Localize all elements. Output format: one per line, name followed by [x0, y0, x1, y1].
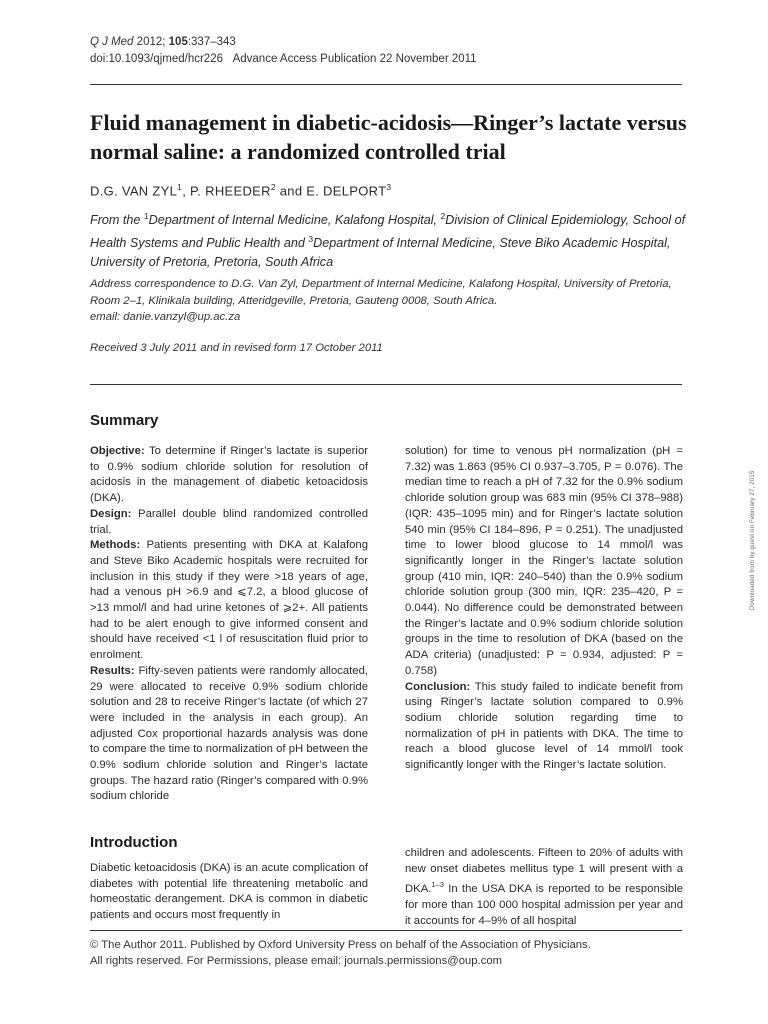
author-affiliation-mark: 1	[177, 182, 183, 192]
author-affiliation-mark: 3	[386, 182, 392, 192]
author-affiliation-mark: 2	[270, 182, 276, 192]
article-title: Fluid management in diabetic-acidosis—Ringer’s lactate versus normal saline: a randomized controlled trial	[90, 110, 687, 164]
section-divider	[90, 384, 682, 385]
correspondence	[90, 276, 690, 326]
summary-conclusion	[405, 680, 683, 774]
citation-mark: 1–3	[431, 880, 444, 890]
affiliation-text: Division of Clinical Epidemiology, School of Health Systems and Public Health and	[90, 213, 686, 251]
results-text: Fifty-seven patients were randomly allocated, 29 were allocated to receive 0.9% sodium chloride solution and 28 to receive Ringer’s lactate (of which 27 were included in the analysis in each group). An adjusted Cox proportional hazards analysis was done to compare the time to normalization of pH between the 0.9% sodium chloride solution and Ringer’s lactate groups. The hazard ratio (Ringer’s compared with 0.9% sodium chloride	[90, 664, 368, 803]
affiliation-text: Department of Internal Medicine, Steve Biko Academic Hospital, University of Pretoria, Pretoria, South Africa	[90, 236, 671, 270]
journal-citation	[90, 34, 477, 68]
copyright-line: All rights reserved. For Permissions, please email: journals.permissions@oup.com	[90, 955, 503, 967]
introduction-text-continued	[405, 846, 683, 929]
summary-column-right	[405, 444, 683, 774]
doi: doi:10.1093/qjmed/hcr226	[90, 53, 223, 65]
top-divider	[90, 84, 682, 85]
introduction-column-right	[405, 846, 683, 929]
introduction-heading: Introduction	[90, 834, 178, 851]
correspondence-address: Address correspondence to D.G. Van Zyl, Department of Internal Medicine, Kalafong Hospital, University of Pretoria, Room 2–1, Klinikala building, Atteridgeville, Pretoria, Gauteng 0008, South Africa.	[90, 278, 672, 307]
introduction-text: Diabetic ketoacidosis (DKA) is an acute complication of diabetes with potential life threatening metabolic and homeostatic derangement. DKA is common in diabetic patients and occurs most frequently in	[90, 862, 368, 922]
introduction-text-part: children and adolescents. Fifteen to 20% of adults with new onset diabetes mellitus type 1 will present with a DKA.	[405, 847, 683, 896]
journal-pages: :337–343	[187, 36, 236, 48]
author-list	[90, 182, 391, 198]
author-separator: ,	[182, 183, 191, 199]
summary-results-continued: solution) for time to venous pH normalization (pH = 7.32) was 1.863 (95% CI 0.937–3.705, P = 0.076). The median time to reach a pH of 7.32 for the 0.9% sodium chloride solution group was 683 min (95% CI 378–988) (IQR: 435–1095 min) and for Ringer’s lactate solution 540 min (95% CI 184–896, P = 0.251). The unadjusted time to lower blood glucose to 14 mmol/l was significantly longer in the Ringer’s lactate solution group (410 min, IQR: 240–540) than the 0.9% sodium chloride solution group (300 min, IQR: 235–420, P = 0.044). No difference could be demonstrated between the Ringer’s lactate and 0.9% sodium chloride solution groups in the time to resolution of DKA (based on the ADA criteria) (unadjusted: P = 0.934, adjusted: P = 0.758)	[405, 445, 683, 677]
summary-design	[90, 507, 368, 538]
conclusion-label: Conclusion:	[405, 680, 471, 693]
affiliations	[90, 207, 690, 272]
advance-access: Advance Access Publication 22 November 2011	[232, 53, 477, 65]
introduction-text-part: In the USA DKA is reported to be responsible for more than 100 000 hospital admission per year and it accounts for 4–9% of all hospital	[405, 883, 683, 927]
objective-label: Objective:	[90, 445, 145, 457]
affiliation-text: Department of Internal Medicine, Kalafong Hospital,	[148, 213, 441, 228]
received-dates: Received 3 July 2011 and in revised form 17 October 2011	[90, 342, 383, 354]
affiliation-mark: 3	[308, 234, 314, 245]
objective-text: To determine if Ringer’s lactate is superior to 0.9% sodium chloride solution for resolution of acidosis in the management of diabetic ketoacidosis (DKA).	[90, 445, 368, 505]
design-text: Parallel double blind randomized controlled trial.	[90, 507, 368, 536]
correspondence-email[interactable]: email: danie.vanzyl@up.ac.za	[90, 311, 241, 323]
affiliation-mark: 2	[440, 211, 446, 221]
author-name: P. RHEEDER	[190, 183, 271, 199]
journal-year: 2012;	[136, 36, 166, 48]
copyright-notice	[90, 937, 591, 969]
author-name: E. DELPORT	[306, 183, 387, 199]
author-separator: and	[275, 183, 307, 199]
journal-volume: 105	[168, 36, 188, 48]
methods-label: Methods:	[90, 539, 141, 552]
summary-heading: Summary	[90, 412, 159, 429]
journal-name: Q J Med	[90, 36, 134, 48]
results-label: Results:	[90, 664, 135, 677]
design-label: Design:	[90, 507, 132, 520]
author-name: D.G. VAN ZYL	[90, 183, 178, 199]
conclusion-text: This study failed to indicate benefit from using Ringer’s lactate solution compared to 0.9% sodium chloride solution regarding time to normalization of pH in patients with DKA. The time to reach a blood glucose level of 14 mmol/l took significantly longer with the Ringer’s lactate solution.	[405, 680, 683, 772]
methods-text: Patients presenting with DKA at Kalafong and Steve Biko Academic hospitals were recruited for inclusion in this study if they were >18 years of age, had a venous pH >6.9 and ⩽7.2, a blood glucose of >13 mmol/l and had urine ketones of ⩾2+. All patients had to be alert enough to give informed consent and should have received <1 l of resuscitation fluid prior to enrolment.	[90, 539, 368, 662]
copyright-line: © The Author 2011. Published by Oxford University Press on behalf of the Association of Physicians.	[90, 939, 591, 951]
summary-column-left	[90, 444, 368, 805]
introduction-column-left	[90, 861, 368, 924]
summary-methods	[90, 538, 368, 664]
summary-results	[90, 664, 368, 805]
summary-objective	[90, 444, 368, 507]
affiliation-mark: 1	[143, 211, 149, 221]
download-watermark: Downloaded from by guest on February 27, 2015	[750, 470, 756, 610]
footer-divider	[90, 930, 682, 931]
affiliation-prefix: From the	[90, 213, 144, 228]
